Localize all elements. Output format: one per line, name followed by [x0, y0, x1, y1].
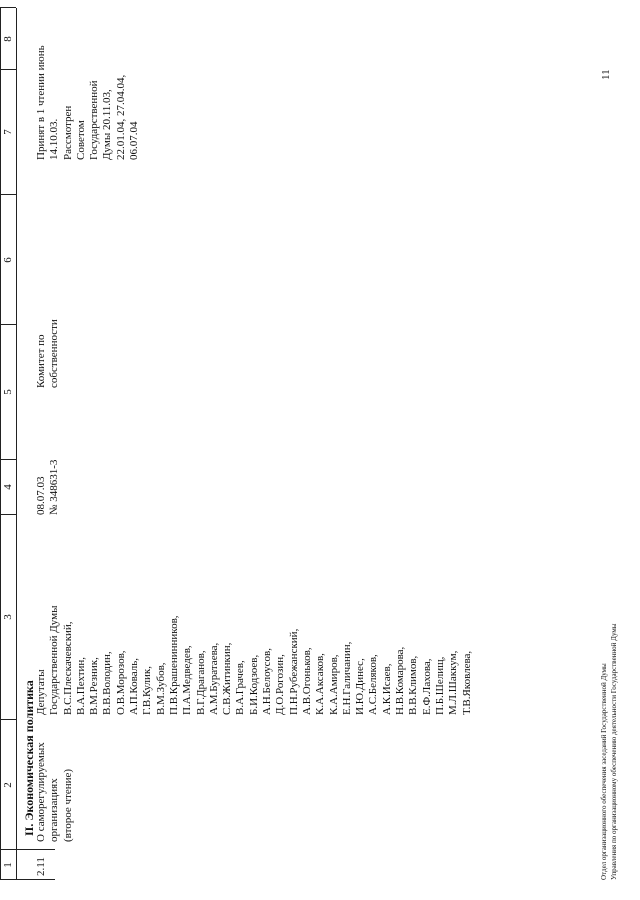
- column-number: 3: [2, 614, 14, 620]
- col-divider: [0, 69, 16, 70]
- column-number: 5: [2, 389, 14, 395]
- author-line: М.Л.Шаккум,: [447, 650, 460, 715]
- bill-authors: [35, 605, 474, 715]
- status-line: Рассмотрен: [61, 105, 74, 160]
- author-line: Е.Ф.Лахова,: [420, 658, 433, 715]
- status-line: Государственной: [88, 80, 101, 160]
- author-line: Д.О.Рогозин,: [274, 654, 287, 715]
- author-line: Б.И.Кодзоев,: [247, 654, 260, 715]
- committee-line: Комитет по: [35, 334, 47, 388]
- author-line: П.А.Медведев,: [181, 645, 194, 715]
- bill-title-line: (второе чтение): [61, 768, 74, 842]
- author-line: П.Б.Шелищ,: [433, 656, 446, 715]
- col-divider: [0, 194, 16, 195]
- bill-date-number: [35, 460, 62, 515]
- author-line: В.А.Грачев,: [234, 660, 247, 715]
- author-line: А.П.Коваль,: [128, 658, 141, 715]
- col-divider: [0, 7, 16, 8]
- author-line: В.А.Пехтин,: [74, 656, 87, 715]
- author-line: В.С.Плескачевский,: [61, 621, 74, 715]
- col-divider: [0, 879, 55, 880]
- bill-title: [35, 742, 75, 842]
- header-row-divider: [16, 8, 17, 880]
- column-number: 1: [2, 862, 14, 868]
- author-line: К.А.Амиров,: [327, 654, 340, 715]
- date-line: № 348631-3: [48, 459, 61, 515]
- col-divider: [0, 849, 55, 850]
- status-line: Думы 20.11.03,: [101, 89, 114, 160]
- author-line: Государственной Думы: [48, 605, 61, 715]
- author-line: П.В.Крашенинников,: [167, 615, 180, 715]
- column-number: 6: [2, 257, 14, 263]
- bill-title-line: О саморегулируемых: [35, 742, 47, 842]
- author-line: А.С.Беляков,: [367, 654, 380, 715]
- column-number: 4: [2, 484, 14, 490]
- page-number: 11: [600, 69, 612, 80]
- author-line: Г.В.Кулик,: [141, 666, 154, 715]
- col-divider: [0, 324, 16, 325]
- author-line: И.Ю.Динес,: [354, 658, 367, 715]
- committee-line: собственности: [48, 319, 61, 388]
- col-divider: [0, 459, 16, 460]
- author-line: А.Н.Белоусов,: [261, 648, 274, 715]
- author-line: П.Н.Рубежанский,: [287, 628, 300, 715]
- column-number: 7: [2, 129, 14, 135]
- author-line: Т.В.Яковлева,: [460, 650, 473, 715]
- author-line: Е.Н.Галичанин,: [340, 641, 353, 715]
- author-line: А.В.Огоньков,: [300, 647, 313, 715]
- table-top-border: [0, 8, 1, 880]
- author-line: В.В.Климов,: [407, 655, 420, 715]
- author-line: В.М.Резник,: [88, 657, 101, 715]
- footer-line: Отдел организационного обеспечения заседаний Государственной Думы: [600, 663, 608, 880]
- status-line: 22.01.04, 27.04.04,: [114, 74, 127, 160]
- bill-status: [35, 45, 141, 160]
- bill-title-line: организациях: [48, 778, 61, 842]
- author-line: В.М.Зубов,: [154, 662, 167, 715]
- author-line: С.В.Житинкин,: [221, 642, 234, 715]
- author-line: К.А.Аксаков,: [314, 653, 327, 715]
- row-number: 2.11: [35, 857, 47, 876]
- author-line: Н.В.Комарова,: [394, 646, 407, 715]
- author-line: А.М.Буратаева,: [207, 642, 220, 715]
- column-number: 8: [2, 36, 14, 42]
- col-divider: [0, 719, 16, 720]
- responsible-committee: [35, 319, 62, 388]
- author-line: Депутаты: [35, 669, 47, 715]
- status-line: 06.07.04: [128, 121, 141, 160]
- status-line: 14.10.03.: [48, 118, 61, 160]
- author-line: О.В.Морозов,: [114, 650, 127, 715]
- author-line: В.В.Володин,: [101, 651, 114, 715]
- column-number: 2: [2, 782, 14, 788]
- footer-line: Управления по организационному обеспечению деятельности Государственной Думы: [610, 623, 618, 880]
- author-line: А.К.Исаев,: [380, 663, 393, 715]
- col-divider: [0, 514, 16, 515]
- author-line: В.Г.Драганов,: [194, 650, 207, 715]
- section-title: II. Экономическая политика: [22, 680, 36, 836]
- status-line: Советом: [74, 120, 87, 160]
- date-line: 08.07.03: [35, 476, 47, 515]
- status-line: Принят в 1 чтении июнь: [35, 45, 47, 160]
